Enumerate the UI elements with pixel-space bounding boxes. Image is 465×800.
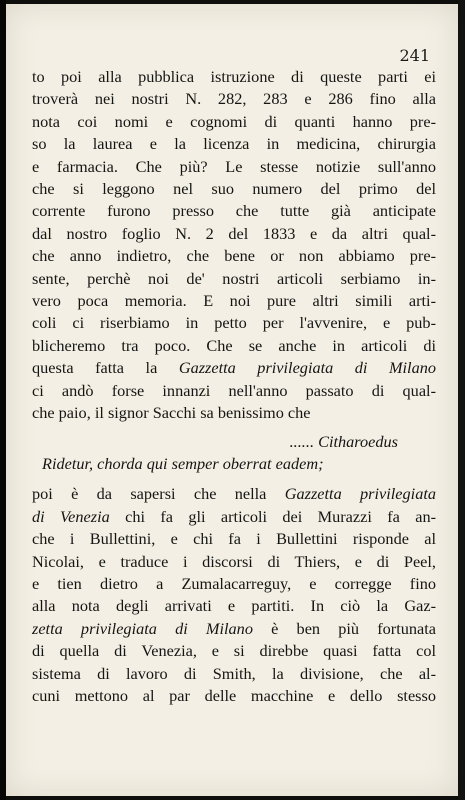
text-line: che i Bullettini, e chi fa i Bullettini risponde al <box>32 529 436 549</box>
text-span: poi è da sapersi che nella <box>32 484 285 504</box>
text-line: che anno indietro, che bene or non abbiamo pre- <box>32 246 436 266</box>
text-span: questa fatta la <box>32 358 179 378</box>
text-line: so la laurea e la licenza in medicina, chirurgia <box>32 134 436 154</box>
text-line: e farmacia. Che più? Le stesse notizie sull'anno <box>32 156 436 176</box>
text-line <box>32 483 436 505</box>
text-line: vero poca memoria. E noi pure altri simili arti- <box>32 291 436 311</box>
text-span: è ben più fortunata <box>252 618 437 638</box>
book-page <box>6 4 458 796</box>
text-line: dal nostro foglio N. 2 del 1833 e da altri qual- <box>32 223 436 243</box>
text-line: nota coi nomi e cognomi di quanti hanno pre- <box>32 111 436 131</box>
page-number: 241 <box>399 46 430 65</box>
text-line: sistema di lavoro di Smith, la divisione, che al- <box>32 663 436 683</box>
text-line: che si leggono nel suo numero del primo del <box>32 179 436 199</box>
text-line: blicheremo tra poco. Che se anche in articoli di <box>32 335 436 355</box>
italic-title: Gazzetta privilegiata <box>284 484 437 504</box>
text-line <box>32 506 436 528</box>
scan-right-edge <box>458 0 465 800</box>
body-text <box>32 66 436 707</box>
text-line: to poi alla pubblica istruzione di queste parti ei <box>32 67 436 86</box>
text-line: corrente furono presso che tutte già anticipate <box>32 201 436 221</box>
verse-line: ...... Citharoedus <box>289 431 398 451</box>
text-span: chi fa gli articoli dei Murazzi fa an- <box>109 506 437 526</box>
text-line <box>32 618 436 640</box>
italic-title: zetta privilegiata di Milano <box>32 618 253 638</box>
text-line: troverà nei nostri N. 282, 283 e 286 fino alla <box>32 89 436 109</box>
text-line: che paio, il signor Sacchi sa benissimo che <box>32 403 311 423</box>
text-line <box>32 357 436 379</box>
italic-title: di Venezia <box>32 506 110 526</box>
verse-line: Ridetur, chorda qui semper oberrat eadem; <box>42 453 324 473</box>
text-line: alla nota degli arrivati e partiti. In ciò la Gaz- <box>32 596 436 616</box>
text-line: sente, perchè noi de' nostri articoli serbiamo in- <box>32 268 436 288</box>
text-line: ci andò forse innanzi nell'anno passato di qual- <box>32 380 436 400</box>
text-line: cuni mettono al par delle macchine e dello stesso <box>32 685 436 705</box>
text-line: e tien dietro a Zumalacarreguy, e corregge fino <box>32 573 436 593</box>
text-line: coli ci riserbiamo in petto per l'avvenire, e pub- <box>32 313 436 333</box>
italic-title: Gazzetta privilegiata di Milano <box>178 358 436 378</box>
text-line: di quella di Venezia, e si direbbe quasi fatta col <box>32 641 436 661</box>
text-line: Nicolai, e traduce i discorsi di Thiers, e di Peel, <box>32 551 436 571</box>
